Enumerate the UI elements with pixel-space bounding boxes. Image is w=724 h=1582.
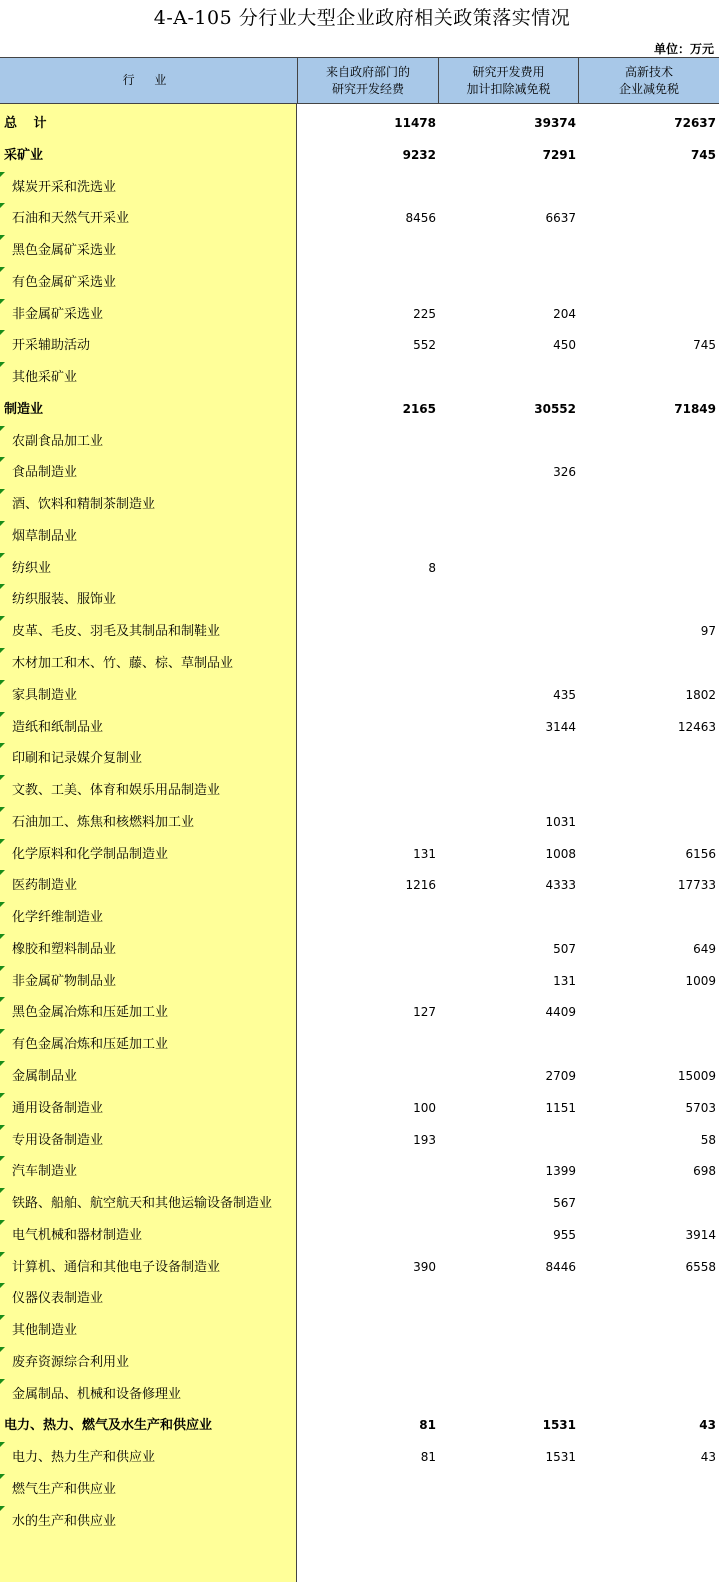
hightech-tax-value (578, 743, 716, 775)
gov-rd-funds-value (297, 1029, 436, 1061)
rd-deduction-value (438, 743, 576, 775)
hightech-tax-value (578, 426, 716, 458)
gov-rd-funds-value (297, 584, 436, 616)
cell-marker-icon (0, 1188, 5, 1193)
cell-marker-icon (0, 267, 5, 272)
industry-name: 食品制造业 (12, 465, 78, 481)
hightech-tax-value (578, 807, 716, 839)
hightech-tax-value: 6558 (685, 1259, 716, 1274)
gov-rd-funds-value: 127 (413, 1005, 436, 1020)
hightech-tax-value (578, 267, 716, 299)
table-row (0, 1315, 719, 1347)
gov-rd-funds-value (297, 680, 436, 712)
gov-rd-funds-value: 1216 (405, 878, 436, 893)
hightech-tax-value: 6156 (685, 846, 716, 861)
gov-rd-funds-value: 225 (413, 306, 436, 321)
cell-marker-icon (0, 457, 5, 462)
gov-rd-funds-value: 11478 (394, 116, 436, 130)
table-row (0, 934, 719, 966)
cell-marker-icon (0, 584, 5, 589)
industry-name: 有色金属冶炼和压延加工业 (12, 1037, 169, 1053)
industry-name: 总 计 (4, 116, 53, 131)
gov-rd-funds-value (297, 934, 436, 966)
gov-rd-funds-value (297, 648, 436, 680)
industry-name: 农副食品加工业 (12, 433, 104, 449)
hightech-tax-value (578, 902, 716, 934)
industry-name: 黑色金属矿采选业 (12, 243, 117, 259)
hightech-tax-value (578, 775, 716, 807)
rd-deduction-value: 204 (553, 306, 576, 321)
hightech-tax-value: 58 (700, 1132, 716, 1147)
table-row (0, 521, 719, 553)
table-row (0, 553, 719, 585)
table-row (0, 267, 719, 299)
table-row (0, 870, 719, 902)
rd-deduction-value (438, 521, 576, 553)
rd-deduction-value: 131 (553, 973, 576, 988)
hightech-tax-value: 1802 (685, 687, 716, 702)
table-row (0, 1093, 719, 1125)
gov-rd-funds-value (297, 712, 436, 744)
cell-marker-icon (0, 616, 5, 621)
industry-name: 皮革、毛皮、羽毛及其制品和制鞋业 (12, 624, 221, 640)
industry-name: 文教、工美、体育和娱乐用品制造业 (12, 783, 221, 799)
table-row (0, 362, 719, 394)
rd-deduction-value (438, 1029, 576, 1061)
hightech-tax-value: 649 (693, 941, 716, 956)
cell-marker-icon (0, 1093, 5, 1098)
table-row (0, 902, 719, 934)
rd-deduction-value: 567 (553, 1196, 576, 1211)
gov-rd-funds-value (297, 743, 436, 775)
hightech-tax-value (578, 172, 716, 204)
hightech-tax-value (578, 489, 716, 521)
cell-marker-icon (0, 997, 5, 1002)
table-body (0, 104, 719, 1582)
cell-marker-icon (0, 934, 5, 939)
industry-name: 造纸和纸制品业 (12, 719, 104, 735)
rd-deduction-value: 1531 (542, 1418, 576, 1433)
industry-name: 非金属矿物制品业 (12, 973, 117, 989)
table-row (0, 235, 719, 267)
gov-rd-funds-value: 390 (413, 1259, 436, 1274)
cell-marker-icon (0, 1442, 5, 1447)
gov-rd-funds-value: 81 (420, 1450, 436, 1465)
table-row (0, 616, 719, 648)
table-row (0, 1252, 719, 1284)
cell-marker-icon (0, 870, 5, 875)
table-row (0, 839, 719, 871)
cell-marker-icon (0, 1125, 5, 1130)
industry-name: 非金属矿采选业 (12, 306, 104, 322)
table-row (0, 775, 719, 807)
cell-marker-icon (0, 1315, 5, 1320)
industry-name: 煤炭开采和洗选业 (12, 179, 117, 195)
rd-deduction-value (438, 1315, 576, 1347)
rd-deduction-value (438, 1283, 576, 1315)
hightech-tax-value (578, 1315, 716, 1347)
hightech-tax-value: 5703 (685, 1100, 716, 1115)
industry-name: 木材加工和木、竹、藤、棕、草制品业 (12, 656, 234, 672)
rd-deduction-value: 4409 (545, 1005, 576, 1020)
gov-rd-funds-value (297, 1283, 436, 1315)
industry-name: 石油和天然气开采业 (12, 211, 130, 227)
gov-rd-funds-value: 9232 (402, 147, 436, 162)
industry-name: 采矿业 (4, 147, 44, 163)
table-row (0, 330, 719, 362)
rd-deduction-value: 507 (553, 941, 576, 956)
industry-name: 黑色金属冶炼和压延加工业 (12, 1005, 169, 1021)
data-table (0, 57, 719, 1582)
rd-deduction-value: 1008 (545, 846, 576, 861)
hightech-tax-value: 43 (699, 1418, 716, 1433)
gov-rd-funds-value: 193 (413, 1132, 436, 1147)
rd-deduction-value (438, 553, 576, 585)
gov-rd-funds-value (297, 807, 436, 839)
header-hightech-tax: 高新技术 企业减免税 (578, 58, 719, 103)
table-row (0, 140, 719, 172)
hightech-tax-value (578, 1474, 716, 1506)
gov-rd-funds-value: 100 (413, 1100, 436, 1115)
gov-rd-funds-value (297, 457, 436, 489)
rd-deduction-value (438, 1506, 576, 1538)
table-row (0, 203, 719, 235)
gov-rd-funds-value (297, 267, 436, 299)
table-row (0, 394, 719, 426)
rd-deduction-value: 2709 (545, 1068, 576, 1083)
cell-marker-icon (0, 362, 5, 367)
rd-deduction-value: 450 (553, 338, 576, 353)
hightech-tax-value (578, 584, 716, 616)
table-row (0, 1061, 719, 1093)
cell-marker-icon (0, 299, 5, 304)
cell-marker-icon (0, 1474, 5, 1479)
cell-marker-icon (0, 1061, 5, 1066)
industry-name: 石油加工、炼焦和核燃料加工业 (12, 814, 195, 830)
header-rd-deduction: 研究开发费用 加计扣除减免税 (438, 58, 578, 103)
hightech-tax-value (578, 203, 716, 235)
industry-name: 烟草制品业 (12, 528, 78, 544)
hightech-tax-value: 698 (693, 1164, 716, 1179)
rd-deduction-value: 3144 (545, 719, 576, 734)
gov-rd-funds-value: 131 (413, 846, 436, 861)
gov-rd-funds-value (297, 426, 436, 458)
rd-deduction-value (438, 489, 576, 521)
rd-deduction-value: 1531 (545, 1450, 576, 1465)
industry-name: 电力、热力生产和供应业 (12, 1450, 156, 1466)
cell-marker-icon (0, 648, 5, 653)
table-row (0, 1156, 719, 1188)
cell-marker-icon (0, 1506, 5, 1511)
rd-deduction-value: 1031 (545, 814, 576, 829)
hightech-tax-value: 3914 (685, 1227, 716, 1242)
industry-name: 金属制品业 (12, 1068, 78, 1084)
cell-marker-icon (0, 807, 5, 812)
unit-label: 单位：万元 (653, 42, 714, 56)
rd-deduction-value (438, 267, 576, 299)
industry-name: 有色金属矿采选业 (12, 274, 117, 290)
cell-marker-icon (0, 203, 5, 208)
hightech-tax-value (578, 235, 716, 267)
table-row (0, 1410, 719, 1442)
gov-rd-funds-value: 2165 (402, 401, 436, 416)
hightech-tax-value: 15009 (677, 1068, 716, 1083)
industry-name: 纺织服装、服饰业 (12, 592, 117, 608)
gov-rd-funds-value (297, 902, 436, 934)
rd-deduction-value (438, 616, 576, 648)
rd-deduction-value (438, 1347, 576, 1379)
cell-marker-icon (0, 1252, 5, 1257)
gov-rd-funds-value: 81 (419, 1418, 436, 1433)
cell-marker-icon (0, 743, 5, 748)
rd-deduction-value (438, 1379, 576, 1411)
hightech-tax-value: 1009 (685, 973, 716, 988)
table-row (0, 1474, 719, 1506)
cell-marker-icon (0, 553, 5, 558)
gov-rd-funds-value (297, 1188, 436, 1220)
cell-marker-icon (0, 1379, 5, 1384)
hightech-tax-value (578, 997, 716, 1029)
table-row (0, 489, 719, 521)
industry-name: 仪器仪表制造业 (12, 1291, 104, 1307)
table-row (0, 680, 719, 712)
rd-deduction-value: 6637 (545, 211, 576, 226)
hightech-tax-value (578, 1283, 716, 1315)
gov-rd-funds-value (297, 966, 436, 998)
rd-deduction-value (438, 362, 576, 394)
cell-marker-icon (0, 1347, 5, 1352)
gov-rd-funds-value (297, 616, 436, 648)
table-row (0, 807, 719, 839)
cell-marker-icon (0, 775, 5, 780)
cell-marker-icon (0, 839, 5, 844)
industry-name: 化学原料和化学制品制造业 (12, 846, 169, 862)
industry-name: 其他制造业 (12, 1323, 78, 1339)
rd-deduction-value (438, 584, 576, 616)
rd-deduction-value (438, 1474, 576, 1506)
gov-rd-funds-value (297, 1506, 436, 1538)
table-header (0, 57, 719, 104)
table-row (0, 648, 719, 680)
rd-deduction-value: 1151 (545, 1100, 576, 1115)
gov-rd-funds-value (297, 1347, 436, 1379)
table-row (0, 1379, 719, 1411)
industry-name: 专用设备制造业 (12, 1132, 104, 1148)
rd-deduction-value (438, 648, 576, 680)
gov-rd-funds-value (297, 1220, 436, 1252)
hightech-tax-value (578, 1188, 716, 1220)
table-row (0, 1125, 719, 1157)
cell-marker-icon (0, 521, 5, 526)
gov-rd-funds-value (297, 1156, 436, 1188)
industry-name: 家具制造业 (12, 687, 78, 703)
header-industry: 行 业 (122, 73, 175, 87)
hightech-tax-value (578, 1347, 716, 1379)
rd-deduction-value: 39374 (534, 116, 576, 130)
hightech-tax-value (578, 521, 716, 553)
table-row (0, 457, 719, 489)
gov-rd-funds-value (297, 1474, 436, 1506)
rd-deduction-value: 4333 (545, 878, 576, 893)
gov-rd-funds-value (297, 1061, 436, 1093)
gov-rd-funds-value (297, 172, 436, 204)
gov-rd-funds-value (297, 1379, 436, 1411)
industry-name: 其他采矿业 (12, 370, 78, 386)
table-row (0, 1506, 719, 1538)
table-row (0, 1220, 719, 1252)
cell-marker-icon (0, 1220, 5, 1225)
cell-marker-icon (0, 902, 5, 907)
table-row (0, 1347, 719, 1379)
rd-deduction-value: 8446 (545, 1259, 576, 1274)
cell-marker-icon (0, 1156, 5, 1161)
rd-deduction-value (438, 235, 576, 267)
industry-name: 制造业 (4, 401, 44, 417)
gov-rd-funds-value: 8456 (405, 211, 436, 226)
table-row (0, 426, 719, 458)
industry-name: 电气机械和器材制造业 (12, 1227, 143, 1243)
gov-rd-funds-value (297, 489, 436, 521)
industry-name: 燃气生产和供应业 (12, 1481, 117, 1497)
gov-rd-funds-value: 552 (413, 338, 436, 353)
industry-name: 铁路、船舶、航空航天和其他运输设备制造业 (12, 1196, 273, 1212)
cell-marker-icon (0, 172, 5, 177)
rd-deduction-value: 326 (553, 465, 576, 480)
industry-name: 医药制造业 (12, 878, 78, 894)
rd-deduction-value (438, 172, 576, 204)
page-title: 4-A-105 分行业大型企业政府相关政策落实情况 (153, 7, 571, 29)
rd-deduction-value (438, 1125, 576, 1157)
cell-marker-icon (0, 330, 5, 335)
rd-deduction-value: 435 (553, 687, 576, 702)
table-row (0, 1029, 719, 1061)
cell-marker-icon (0, 712, 5, 717)
cell-marker-icon (0, 235, 5, 240)
cell-marker-icon (0, 680, 5, 685)
gov-rd-funds-value (297, 775, 436, 807)
gov-rd-funds-value (297, 521, 436, 553)
table-row (0, 712, 719, 744)
cell-marker-icon (0, 966, 5, 971)
industry-name: 金属制品、机械和设备修理业 (12, 1386, 182, 1402)
hightech-tax-value: 97 (700, 624, 716, 639)
rd-deduction-value (438, 902, 576, 934)
rd-deduction-value: 30552 (534, 401, 576, 416)
gov-rd-funds-value (297, 1315, 436, 1347)
industry-name: 通用设备制造业 (12, 1100, 104, 1116)
hightech-tax-value: 72637 (674, 116, 716, 130)
industry-name: 酒、饮料和精制茶制造业 (12, 497, 156, 513)
cell-marker-icon (0, 1029, 5, 1034)
industry-name: 废弃资源综合利用业 (12, 1354, 130, 1370)
industry-name: 橡胶和塑料制品业 (12, 941, 117, 957)
hightech-tax-value (578, 553, 716, 585)
gov-rd-funds-value: 8 (428, 560, 436, 575)
hightech-tax-value (578, 1506, 716, 1538)
industry-name: 计算机、通信和其他电子设备制造业 (12, 1259, 221, 1275)
hightech-tax-value (578, 299, 716, 331)
table-row (0, 743, 719, 775)
industry-name: 电力、热力、燃气及水生产和供应业 (4, 1418, 213, 1434)
rd-deduction-value: 1399 (545, 1164, 576, 1179)
table-row (0, 172, 719, 204)
hightech-tax-value (578, 1029, 716, 1061)
table-row (0, 1283, 719, 1315)
hightech-tax-value: 12463 (677, 719, 716, 734)
hightech-tax-value: 43 (700, 1450, 716, 1465)
cell-marker-icon (0, 426, 5, 431)
industry-name: 汽车制造业 (12, 1164, 78, 1180)
table-row (0, 108, 719, 140)
hightech-tax-value (578, 457, 716, 489)
cell-marker-icon (0, 489, 5, 494)
rd-deduction-value (438, 426, 576, 458)
industry-name: 开采辅助活动 (12, 338, 91, 354)
gov-rd-funds-value (297, 362, 436, 394)
gov-rd-funds-value (297, 235, 436, 267)
hightech-tax-value: 745 (690, 147, 716, 162)
hightech-tax-value (578, 648, 716, 680)
industry-name: 化学纤维制造业 (12, 910, 104, 926)
hightech-tax-value: 745 (693, 338, 716, 353)
table-row (0, 1188, 719, 1220)
hightech-tax-value: 71849 (674, 401, 716, 416)
hightech-tax-value: 17733 (677, 878, 716, 893)
hightech-tax-value (578, 362, 716, 394)
table-rows (0, 108, 719, 1537)
table-row (0, 1442, 719, 1474)
industry-name: 水的生产和供应业 (12, 1513, 117, 1529)
industry-name: 印刷和记录媒介复制业 (12, 751, 143, 767)
table-row (0, 299, 719, 331)
hightech-tax-value (578, 1379, 716, 1411)
rd-deduction-value (438, 775, 576, 807)
rd-deduction-value: 7291 (542, 147, 576, 162)
rd-deduction-value: 955 (553, 1227, 576, 1242)
industry-name: 纺织业 (12, 560, 52, 576)
cell-marker-icon (0, 1283, 5, 1288)
table-row (0, 966, 719, 998)
header-gov-rd-funds: 来自政府部门的 研究开发经费 (297, 58, 438, 103)
table-row (0, 997, 719, 1029)
table-row (0, 584, 719, 616)
